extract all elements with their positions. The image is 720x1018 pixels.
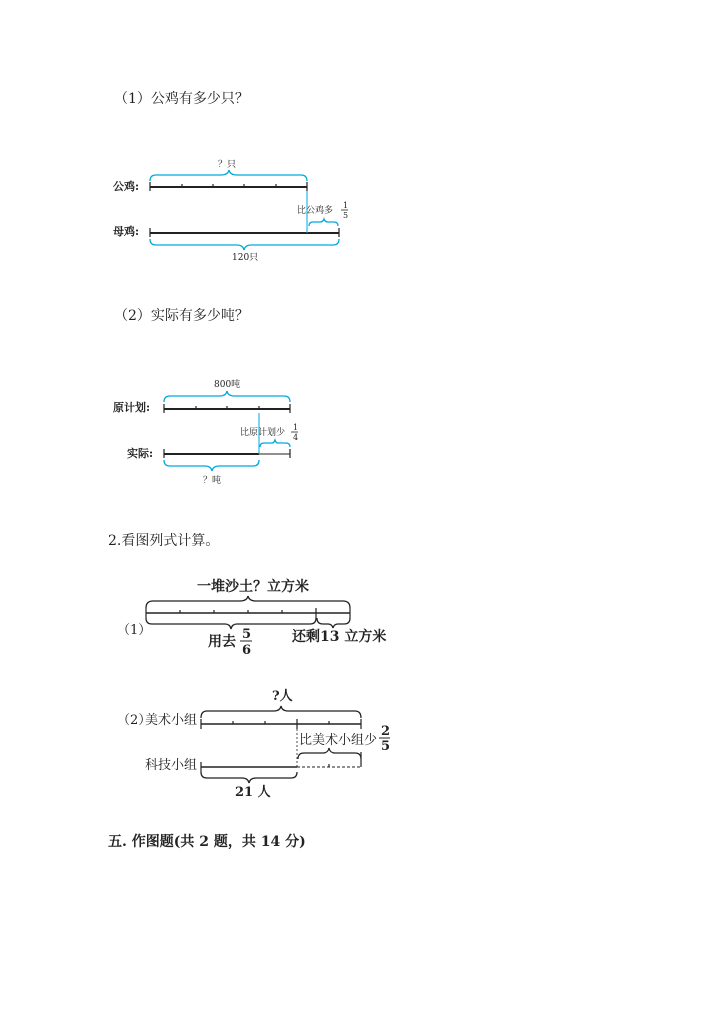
bottom-brace [201, 772, 297, 783]
figure-4-num: （2） [117, 713, 152, 728]
top-brace-label: ？只 [218, 160, 237, 170]
section-2-title: 2.看图列式计算。 [108, 533, 220, 549]
frac-den: 6 [242, 643, 252, 658]
row2-label: 实际: [127, 447, 154, 460]
top-brace-label: 800吨 [214, 380, 241, 390]
row1-label: 公鸡: [113, 180, 140, 193]
frac-den: 5 [381, 739, 391, 754]
side-label: 比公鸡多 [297, 206, 334, 216]
top-label: ?人 [272, 689, 293, 704]
frac-den: 4 [293, 433, 299, 442]
question-2-label: （2）实际有多少吨？ [114, 308, 249, 324]
figure-4 [117, 689, 390, 800]
small-brace [298, 748, 361, 759]
row2-label: 母鸡: [113, 225, 140, 238]
frac-num: 2 [381, 724, 391, 739]
top-label: 一堆沙土？立方米 [197, 579, 309, 595]
side-label: 比原计划少 [240, 428, 286, 438]
side-label: 比美术小组少 [299, 733, 378, 748]
bottom-label: ？吨 [203, 476, 222, 486]
row2-label: 科技小组 [145, 758, 198, 773]
frac-den: 5 [343, 211, 349, 220]
row1-label: 原计划: [113, 401, 151, 414]
question-1-label: （1）公鸡有多少只？ [114, 91, 249, 107]
remain-label: 还剩13 立方米 [292, 629, 387, 645]
frac-num: 1 [293, 423, 299, 432]
row1-label: 美术小组 [145, 713, 198, 728]
bottom-label: 120只 [232, 253, 259, 263]
frac-num: 1 [343, 201, 349, 210]
section-5-title: 五. 作图题(共 2 题，共 14 分) [108, 834, 306, 850]
bottom-label: 21 人 [235, 785, 271, 800]
figure-3-num: （1） [117, 623, 152, 638]
used-label: 用去 [208, 634, 236, 650]
frac-num: 5 [242, 627, 252, 642]
top-brace [201, 706, 361, 718]
